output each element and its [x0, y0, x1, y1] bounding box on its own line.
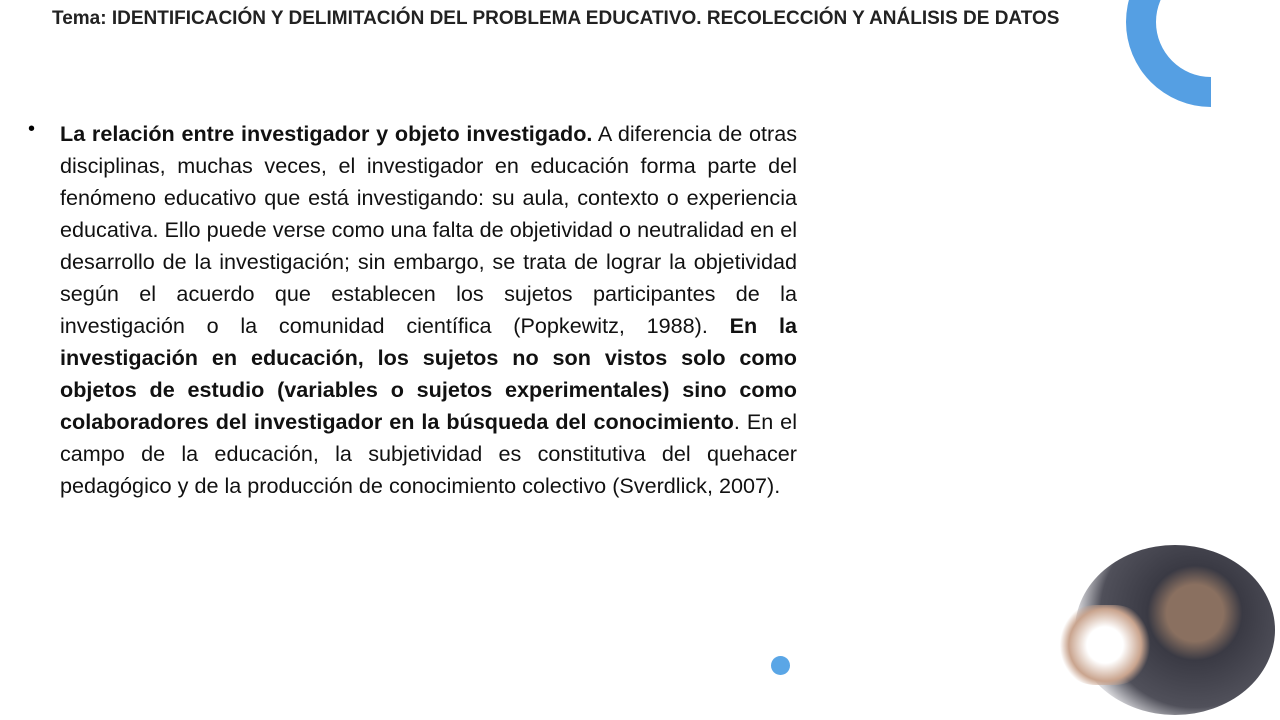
pointer-dot-icon [771, 656, 790, 675]
arc-ring-decoration-icon [1100, 0, 1212, 110]
slide-body-text [60, 118, 797, 502]
bullet-icon: • [28, 118, 36, 140]
heading-bold: La relación entre investigador y objeto investigado. [60, 121, 593, 146]
title-text: IDENTIFICACIÓN Y DELIMITACIÓN DEL PROBLEMA EDUCATIVO. RECOLECCIÓN Y ANÁLISIS DE DATOS [111, 8, 1060, 29]
paragraph-text-2: . En el campo de la educación, la subjetividad es constitutiva del quehacer pedagógico y de la producción de conocimiento colectivo (Sverdlick, 2007). [60, 409, 797, 498]
paragraph-text: A diferencia de otras disciplinas, muchas veces, el investigador en educación forma parte del fenómeno educativo que está investigando: su aula, contexto o experiencia educativa. Ello puede verse como una falta de objetividad o neutralidad en el desarrollo de la investigación; sin embargo, se trata de lograr la objetividad según el acuerdo que establecen los sujetos participantes de la investigación o la comunidad científica (Popkewitz, 1988). [60, 121, 797, 338]
slide-title [52, 6, 1112, 32]
title-label: Tema: [52, 8, 107, 29]
emphasis-bold: En la investigación en educación, los sujetos no son vistos solo como objetos de estudio (variables o sujetos experimentales) sino como colaboradores del investigador en la búsqueda del conocimiento [60, 313, 797, 434]
presenter-hand [1060, 605, 1150, 685]
